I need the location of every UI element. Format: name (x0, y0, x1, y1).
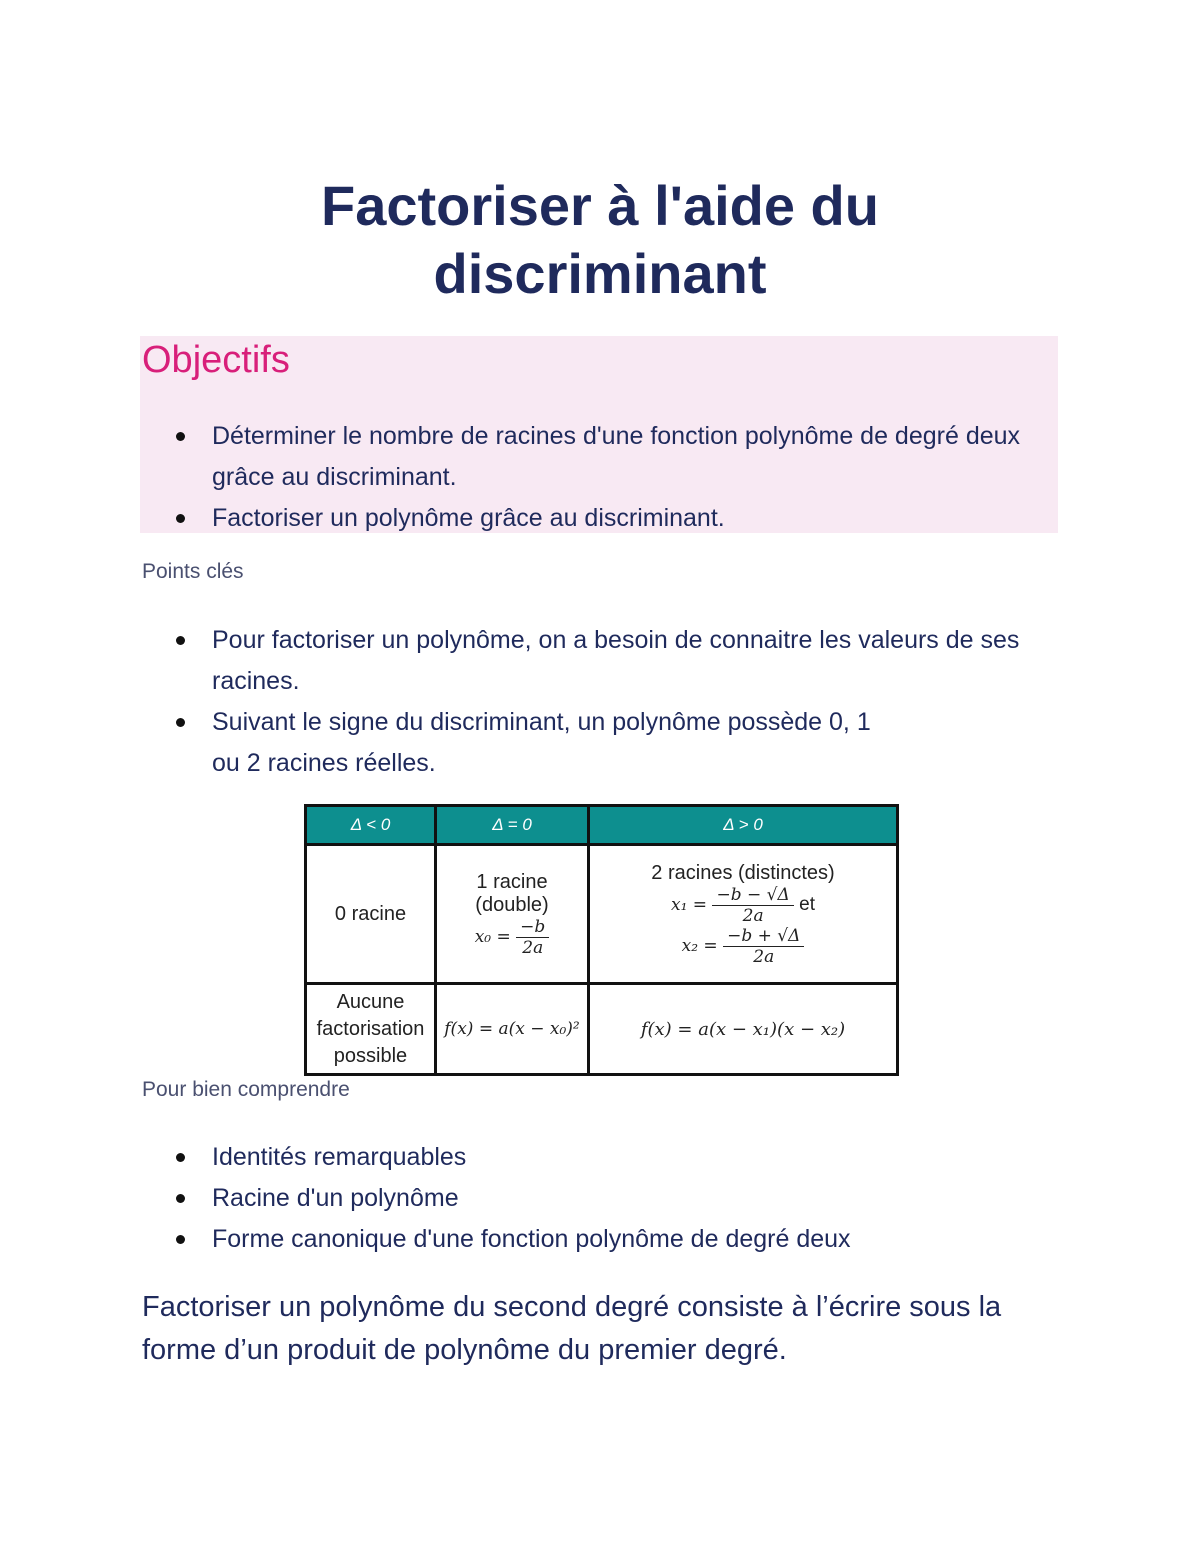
cell-one-root (436, 845, 589, 984)
formula-lhs: x₀ = (474, 926, 511, 947)
objectifs-list (140, 416, 1050, 539)
fraction (723, 926, 804, 967)
conclusion-text: Factoriser un polynôme du second degré consiste à l’écrire sous la forme d’un produit de polynôme du premier degré. (142, 1291, 1002, 1366)
cell-text: 2 racines (distinctes) (651, 861, 835, 884)
list-item: Forme canonique d'une fonction polynôme de degré deux (140, 1219, 1060, 1260)
points-cles-heading: Points clés (142, 560, 244, 583)
list-item: Racine d'un polynôme (140, 1178, 1060, 1219)
pour-bien-comprendre-list (140, 1137, 1060, 1260)
cell-text: 1 racine (476, 870, 548, 893)
fraction (712, 885, 793, 926)
header-delta-positive: Δ > 0 (589, 806, 898, 845)
numerator: −b (516, 917, 549, 938)
x0-formula (437, 917, 587, 958)
cell-no-factorization: Aucune factorisation possible (306, 984, 436, 1075)
page-title: Factoriser à l'aide du discriminant (321, 174, 879, 305)
points-cles-list (140, 620, 1060, 784)
numerator: −b − √Δ (712, 885, 793, 906)
et-label: et (799, 893, 816, 915)
list-item: Identités remarquables (140, 1137, 1060, 1178)
formula-lhs: x₁ = (670, 894, 708, 915)
list-item (140, 702, 1060, 784)
cell-factorization-double: f(x) = a(x − x₀)² (436, 984, 589, 1075)
formula-lhs: x₂ = (681, 935, 718, 956)
list-item: Déterminer le nombre de racines d'une fonction polynôme de degré deux grâce au discriminant. (140, 416, 1050, 498)
x2-formula (590, 926, 896, 967)
x1-formula (590, 885, 896, 926)
list-item-line: Suivant le signe du discriminant, un polynôme possède 0, 1 (212, 708, 871, 736)
denominator: 2a (742, 905, 764, 926)
list-item-line: ou 2 racines réelles. (212, 749, 436, 777)
objectifs-heading: Objectifs (142, 339, 290, 381)
cell-zero-root: 0 racine (306, 845, 436, 984)
cell-two-roots (589, 845, 898, 984)
denominator: 2a (522, 937, 544, 958)
cell-text: (double) (475, 893, 549, 916)
numerator: −b + √Δ (723, 926, 804, 947)
header-delta-zero: Δ = 0 (436, 806, 589, 845)
header-delta-negative: Δ < 0 (306, 806, 436, 845)
list-item: Factoriser un polynôme grâce au discriminant. (140, 498, 1050, 539)
pour-bien-comprendre-heading: Pour bien comprendre (142, 1078, 350, 1101)
list-item: Pour factoriser un polynôme, on a besoin de connaitre les valeurs de ses racines. (140, 620, 1060, 702)
fraction (516, 917, 549, 958)
denominator: 2a (753, 946, 775, 967)
discriminant-table (304, 804, 899, 1076)
cell-factorization-two: f(x) = a(x − x₁)(x − x₂) (589, 984, 898, 1075)
